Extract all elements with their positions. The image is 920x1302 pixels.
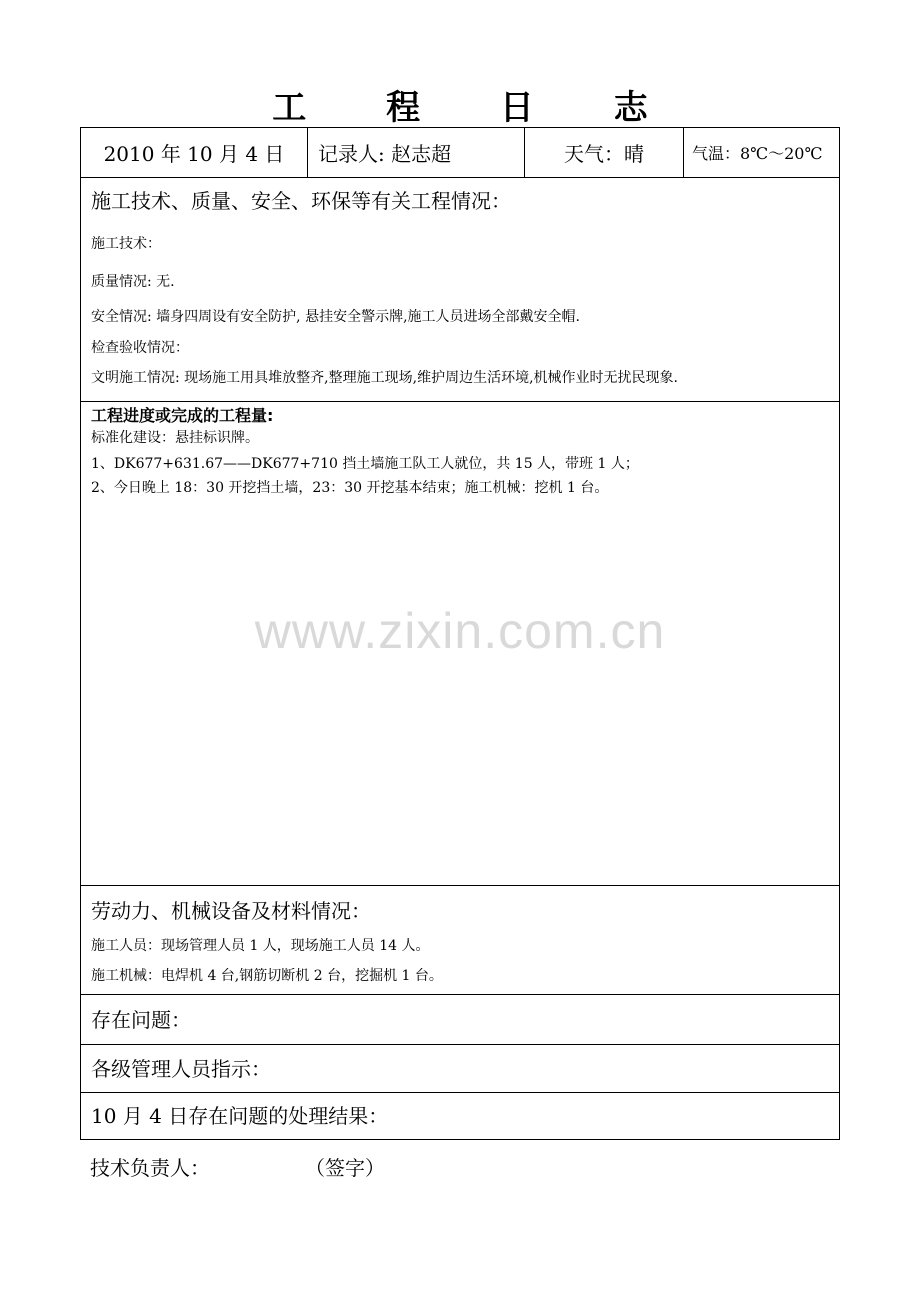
watermark: www.zixin.com.cn (254, 603, 666, 659)
progress-line: 2、今日晚上 18：30 开挖挡土墙，23：30 开挖基本结束；施工机械：挖机 1 台。 (91, 480, 609, 496)
results-section-title: 10 月 4 日存在问题的处理结果： (91, 1104, 389, 1128)
instructions-section-title: 各级管理人员指示： (91, 1057, 271, 1081)
issues-section-title: 存在问题： (91, 1008, 191, 1032)
inspection-line: 检查验收情况： (91, 340, 189, 356)
weather-cell: 天气：晴 (525, 128, 684, 177)
tech-section-title: 施工技术、质量、安全、环保等有关工程情况： (91, 189, 511, 213)
civil-construction-line: 文明施工情况: 现场施工用具堆放整齐,整理施工现场,维护周边生活环境,机械作业时无扰民现象. (91, 370, 678, 386)
temperature-cell: 气温：8℃～20℃ (692, 144, 823, 163)
progress-section-title: 工程进度或完成的工程量: (91, 406, 274, 425)
labor-line: 施工人员：现场管理人员 1 人，现场施工人员 14 人。 (91, 938, 430, 954)
issues-section (81, 995, 839, 1045)
machinery-line: 施工机械：电焊机 4 台,钢筋切断机 2 台，挖掘机 1 台。 (91, 968, 443, 984)
labor-section (81, 886, 839, 995)
page-title: 工 程 日 志 (272, 88, 682, 128)
tech-lead-label: 技术负责人： (90, 1156, 210, 1180)
progress-line: 标准化建设：悬挂标识牌。 (91, 430, 259, 446)
progress-line: 1、DK677+631.67——DK677+710 挡土墙施工队工人就位，共 15 人，带班 1 人； (91, 456, 639, 472)
results-section (81, 1093, 839, 1139)
signature-label: （签字） (305, 1156, 385, 1180)
quality-line: 质量情况: 无. (91, 274, 175, 290)
labor-section-title: 劳动力、机械设备及材料情况： (91, 899, 371, 923)
tech-line: 施工技术： (91, 236, 161, 252)
tech-section (81, 178, 839, 402)
date-cell: 2010 年 10 月 4 日 (81, 128, 308, 177)
header-row (81, 128, 839, 178)
instructions-section (81, 1045, 839, 1093)
safety-line: 安全情况: 墙身四周设有安全防护, 悬挂安全警示牌,施工人员进场全部戴安全帽. (91, 309, 580, 325)
recorder-cell: 记录人: 赵志超 (308, 128, 525, 177)
